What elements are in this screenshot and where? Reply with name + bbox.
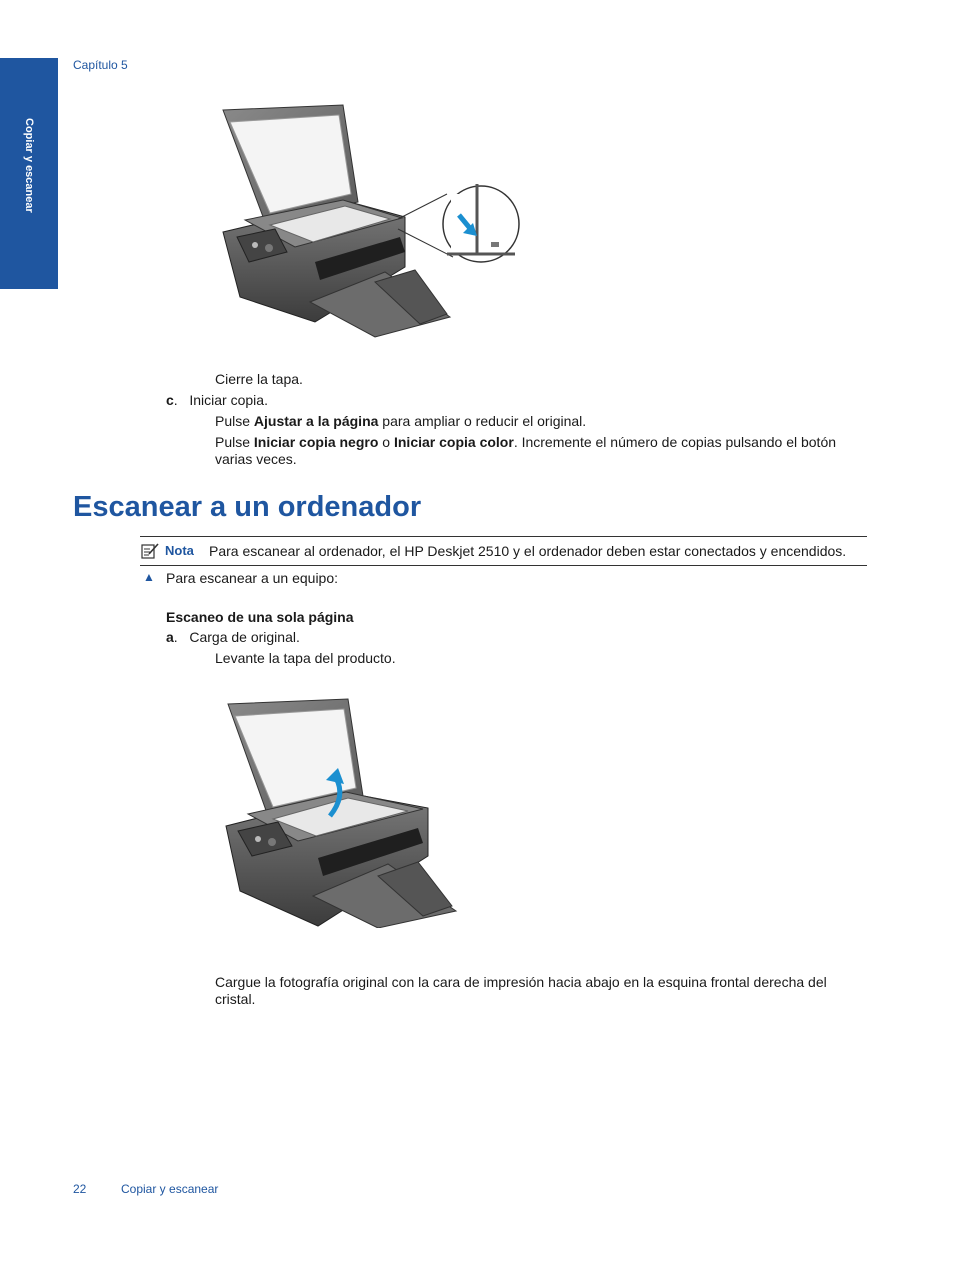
line1-prefix: Pulse	[215, 413, 254, 429]
printer-lift-lid-illustration	[218, 696, 460, 928]
line2-middle: o	[378, 434, 394, 450]
scan-intro-text: Para escanear a un equipo:	[166, 570, 339, 586]
line2-prefix: Pulse	[215, 434, 254, 450]
step-c: c. Iniciar copia.	[166, 392, 268, 408]
chapter-side-tab	[0, 58, 58, 289]
start-copy-black-label: Iniciar copia negro	[253, 434, 379, 450]
note-box	[140, 536, 867, 566]
step-c-letter: c	[166, 392, 174, 408]
fit-to-page-label: Ajustar a la página	[253, 413, 379, 429]
start-copy-color-label: Iniciar copia color	[393, 434, 514, 450]
lift-lid-text: Levante la tapa del producto.	[215, 650, 396, 666]
note-label: Nota	[165, 543, 194, 558]
load-photo-text: Cargue la fotografía original con la cara de impresión hacia abajo en la esquina frontal derecha del cristal.	[215, 974, 827, 1007]
step-a-text: Carga de original.	[189, 629, 300, 645]
page-number: 22	[73, 1182, 87, 1196]
procedure-marker-icon: ▲	[143, 570, 155, 584]
step-a: a. Carga de original.	[166, 629, 300, 645]
note-text: Para escanear al ordenador, el HP Deskjet 2510 y el ordenador deben estar conectados y encendidos.	[209, 543, 847, 559]
start-copy-instruction	[215, 434, 865, 468]
chapter-header: Capítulo 5	[73, 58, 128, 72]
close-lid-text: Cierre la tapa.	[215, 371, 303, 387]
step-c-text: Iniciar copia.	[189, 392, 268, 408]
step-a-letter: a	[166, 629, 174, 645]
printer-lid-open-illustration	[215, 102, 525, 338]
note-pencil-icon	[140, 542, 160, 560]
side-tab-label: Copiar y escanear	[23, 118, 35, 213]
procedure-heading: Escaneo de una sola página	[166, 609, 354, 625]
fit-to-page-instruction	[215, 413, 865, 430]
section-title: Escanear a un ordenador	[73, 491, 422, 523]
footer-section: Copiar y escanear	[121, 1182, 219, 1196]
line2-suffix: . Incremente el número de copias pulsando el botón varias veces.	[215, 434, 837, 467]
line1-suffix: para ampliar o reducir el original.	[378, 413, 587, 429]
